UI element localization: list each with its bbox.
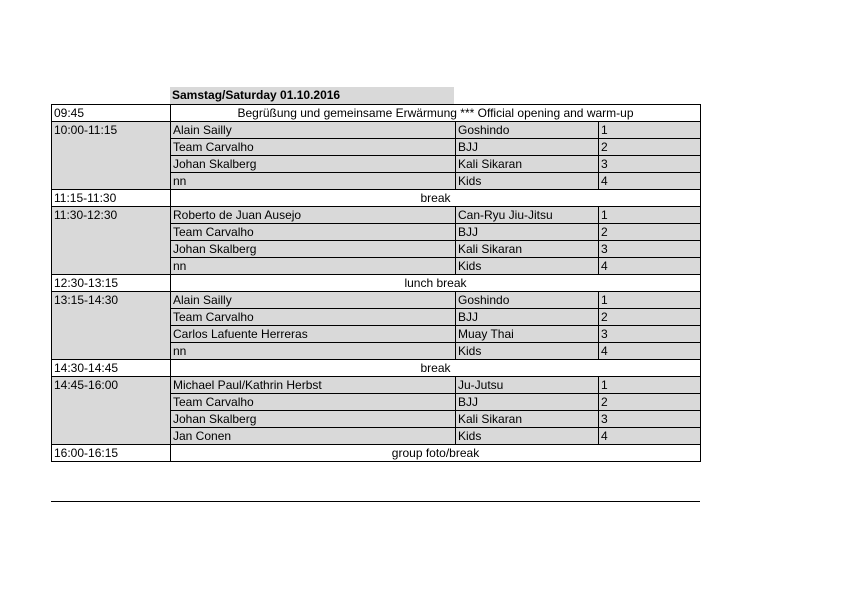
- instructor-cell: Johan Skalberg: [171, 241, 456, 258]
- style-cell: BJJ: [456, 394, 599, 411]
- schedule-body: [52, 105, 701, 462]
- style-cell: Goshindo: [456, 122, 599, 139]
- time-slot: 11:30-12:30: [52, 207, 171, 275]
- break-label: break: [171, 360, 701, 377]
- opening-row: [52, 105, 701, 122]
- mat-cell: 4: [599, 173, 701, 190]
- schedule-table: [51, 104, 701, 462]
- style-cell: Kali Sikaran: [456, 156, 599, 173]
- mat-cell: 3: [599, 411, 701, 428]
- instructor-cell: Carlos Lafuente Herreras: [171, 326, 456, 343]
- style-cell: Kids: [456, 258, 599, 275]
- style-cell: BJJ: [456, 309, 599, 326]
- mat-cell: 3: [599, 326, 701, 343]
- mat-cell: 4: [599, 428, 701, 445]
- style-cell: Kali Sikaran: [456, 241, 599, 258]
- style-cell: Can-Ryu Jiu-Jitsu: [456, 207, 599, 224]
- opening-text: Begrüßung und gemeinsame Erwärmung *** Official opening and warm-up: [171, 105, 701, 122]
- mat-cell: 1: [599, 207, 701, 224]
- mat-cell: 4: [599, 343, 701, 360]
- schedule-title: Samstag/Saturday 01.10.2016: [170, 87, 454, 104]
- mat-cell: 1: [599, 122, 701, 139]
- break-time: 12:30-13:15: [52, 275, 171, 292]
- time-slot: 13:15-14:30: [52, 292, 171, 360]
- break-label: group foto/break: [171, 445, 701, 462]
- instructor-cell: Johan Skalberg: [171, 156, 456, 173]
- instructor-cell: nn: [171, 343, 456, 360]
- break-time: 16:00-16:15: [52, 445, 171, 462]
- mat-cell: 2: [599, 139, 701, 156]
- instructor-cell: Jan Conen: [171, 428, 456, 445]
- session-row: [52, 207, 701, 224]
- style-cell: Kids: [456, 428, 599, 445]
- style-cell: Kali Sikaran: [456, 411, 599, 428]
- time-slot: 14:45-16:00: [52, 377, 171, 445]
- time-slot: 10:00-11:15: [52, 122, 171, 190]
- instructor-cell: Team Carvalho: [171, 139, 456, 156]
- break-row: [52, 360, 701, 377]
- instructor-cell: Michael Paul/Kathrin Herbst: [171, 377, 456, 394]
- instructor-cell: Alain Sailly: [171, 292, 456, 309]
- break-label: lunch break: [171, 275, 701, 292]
- instructor-cell: Team Carvalho: [171, 224, 456, 241]
- session-row: [52, 377, 701, 394]
- instructor-cell: Team Carvalho: [171, 309, 456, 326]
- mat-cell: 1: [599, 292, 701, 309]
- mat-cell: 1: [599, 377, 701, 394]
- instructor-cell: Johan Skalberg: [171, 411, 456, 428]
- mat-cell: 2: [599, 224, 701, 241]
- break-row: [52, 445, 701, 462]
- style-cell: Goshindo: [456, 292, 599, 309]
- instructor-cell: Alain Sailly: [171, 122, 456, 139]
- style-cell: Muay Thai: [456, 326, 599, 343]
- instructor-cell: Team Carvalho: [171, 394, 456, 411]
- break-label: break: [171, 190, 701, 207]
- break-row: [52, 190, 701, 207]
- break-time: 14:30-14:45: [52, 360, 171, 377]
- style-cell: Kids: [456, 173, 599, 190]
- style-cell: Kids: [456, 343, 599, 360]
- bottom-rule: [51, 501, 700, 502]
- session-row: [52, 122, 701, 139]
- session-row: [52, 292, 701, 309]
- break-time: 11:15-11:30: [52, 190, 171, 207]
- mat-cell: 2: [599, 309, 701, 326]
- break-row: [52, 275, 701, 292]
- mat-cell: 4: [599, 258, 701, 275]
- instructor-cell: nn: [171, 173, 456, 190]
- mat-cell: 3: [599, 156, 701, 173]
- style-cell: BJJ: [456, 139, 599, 156]
- mat-cell: 3: [599, 241, 701, 258]
- mat-cell: 2: [599, 394, 701, 411]
- instructor-cell: nn: [171, 258, 456, 275]
- instructor-cell: Roberto de Juan Ausejo: [171, 207, 456, 224]
- style-cell: BJJ: [456, 224, 599, 241]
- opening-time: 09:45: [52, 105, 171, 122]
- style-cell: Ju-Jutsu: [456, 377, 599, 394]
